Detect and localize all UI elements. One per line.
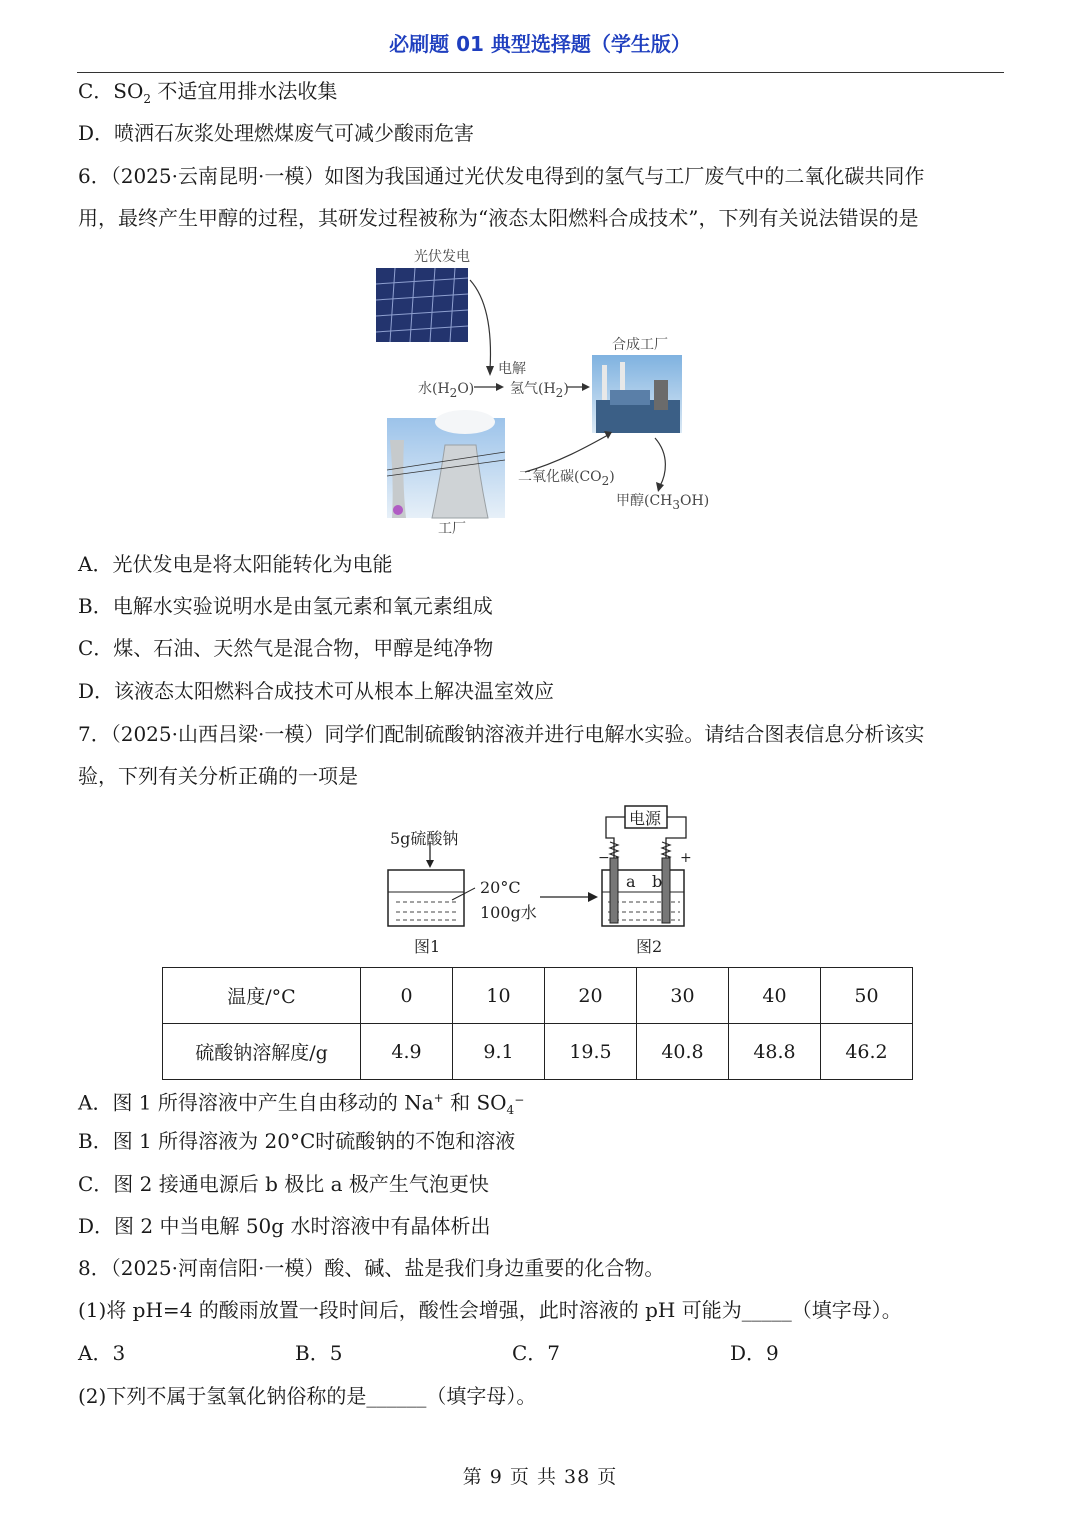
q7-option-b: B．图 1 所得溶液为 20°C时硫酸钠的不饱和溶液 bbox=[78, 1129, 516, 1153]
methanol-arrow bbox=[655, 438, 665, 486]
solute-label: 5g硫酸钠 bbox=[390, 829, 459, 848]
factory-label: 工厂 bbox=[438, 521, 466, 537]
table-header-temperature: 温度/°C bbox=[163, 968, 361, 1024]
q7-option-d: D．图 2 中当电解 50g 水时溶液中有晶体析出 bbox=[78, 1214, 491, 1238]
hydrogen-label-end: ) bbox=[563, 381, 569, 397]
hydrogen-label-text: 氢气(H bbox=[510, 381, 556, 397]
solar-panel-image bbox=[376, 268, 468, 342]
table-cell: 20 bbox=[545, 968, 637, 1024]
q7-option-a-so4-sub: 4 bbox=[506, 1102, 515, 1117]
solar-arrow-head bbox=[486, 366, 494, 376]
synthesis-plant-image bbox=[592, 355, 682, 433]
table-cell: 48.8 bbox=[729, 1024, 821, 1080]
table-cell: 9.1 bbox=[453, 1024, 545, 1080]
table-cell: 4.9 bbox=[361, 1024, 453, 1080]
q7-option-a-mid: 和 SO bbox=[443, 1090, 507, 1115]
hydrogen-label bbox=[510, 378, 569, 400]
q7-stem-line-1: 7．（2025·山西吕梁·一模）同学们配制硫酸钠溶液并进行电解水实验。请结合图表信息分析该实 bbox=[78, 722, 925, 746]
table-header-solubility: 硫酸钠溶解度/g bbox=[163, 1024, 361, 1080]
table-cell: 19.5 bbox=[545, 1024, 637, 1080]
q8-sub-question-2: (2)下列不属于氢氧化钠俗称的是______（填字母）。 bbox=[78, 1384, 537, 1408]
methanol-label-end: OH) bbox=[680, 493, 710, 509]
figure-1-caption: 图1 bbox=[414, 937, 441, 956]
q8-1-option-d: D．9 bbox=[730, 1341, 779, 1365]
q5-option-c bbox=[78, 77, 337, 113]
table-row-solubility bbox=[163, 1024, 913, 1080]
solute-arrow-head bbox=[426, 860, 434, 868]
water-label bbox=[418, 378, 474, 400]
q7-option-a bbox=[78, 1084, 524, 1124]
process-arrow-head bbox=[588, 892, 598, 902]
q5-option-d: D．喷洒石灰浆处理燃煤废气可减少酸雨危害 bbox=[78, 121, 475, 145]
q6-stem-line-1: 6．（2025·云南昆明·一模）如图为我国通过光伏发电得到的氢气与工厂废气中的二氧化碳共同作 bbox=[78, 164, 925, 188]
q6-option-c: C．煤、石油、天然气是混合物，甲醇是纯净物 bbox=[78, 636, 494, 660]
temperature-label: 20°C bbox=[480, 878, 521, 897]
q6-figure bbox=[370, 240, 715, 538]
q6-option-a: A．光伏发电是将太阳能转化为电能 bbox=[78, 552, 393, 576]
methanol-label-sub: 3 bbox=[672, 497, 681, 512]
q7-option-a-sulfate bbox=[506, 1092, 525, 1117]
table-cell: 46.2 bbox=[821, 1024, 913, 1080]
q6-option-b: B．电解水实验说明水是由氢元素和氧元素组成 bbox=[78, 594, 493, 618]
page-number-footer: 第 9 页 共 38 页 bbox=[462, 1466, 618, 1488]
co2-label bbox=[518, 466, 615, 488]
q7-stem-line-2: 验，下列有关分析正确的一项是 bbox=[78, 764, 358, 788]
water-label-text: 水(H bbox=[418, 381, 450, 397]
solar-label: 光伏发电 bbox=[414, 249, 470, 265]
table-cell: 40.8 bbox=[637, 1024, 729, 1080]
co2-label-text: 二氧化碳(CO bbox=[518, 469, 602, 485]
negative-sign: − bbox=[598, 850, 610, 866]
water-mass-label: 100g水 bbox=[480, 903, 537, 922]
q7-option-c: C．图 2 接通电源后 b 极比 a 极产生气泡更快 bbox=[78, 1172, 489, 1196]
q7-option-a-text: A．图 1 所得溶液中产生自由移动的 Na bbox=[78, 1090, 434, 1115]
table-cell: 50 bbox=[821, 968, 913, 1024]
water-label-sub: 2 bbox=[449, 385, 458, 400]
factory-image bbox=[387, 410, 505, 518]
figure-2-caption: 图2 bbox=[636, 937, 663, 956]
beaker-1 bbox=[388, 870, 464, 926]
q8-1-option-a: A．3 bbox=[78, 1341, 126, 1365]
electrode-b-label: b bbox=[652, 872, 663, 891]
q7-option-a-na-charge: + bbox=[433, 1091, 444, 1105]
co2-label-sub: 2 bbox=[601, 473, 610, 488]
plant-label: 合成工厂 bbox=[612, 337, 668, 353]
positive-sign: + bbox=[680, 850, 692, 866]
electrode-a-label: a bbox=[626, 872, 636, 891]
methanol-label-text: 甲醇(CH bbox=[616, 493, 673, 509]
table-cell: 40 bbox=[729, 968, 821, 1024]
table-cell: 0 bbox=[361, 968, 453, 1024]
page-header-title: 必刷题 01 典型选择题（学生版） bbox=[389, 32, 691, 56]
table-cell: 30 bbox=[637, 968, 729, 1024]
hydrogen-arrow-head bbox=[582, 383, 590, 391]
q6-option-d: D．该液态太阳燃料合成技术可从根本上解决温室效应 bbox=[78, 679, 555, 703]
q8-1-option-c: C．7 bbox=[512, 1341, 561, 1365]
q8-sub-question-1: (1)将 pH=4 的酸雨放置一段时间后，酸性会增强，此时溶液的 pH 可能为_____（填字母）。 bbox=[78, 1298, 902, 1322]
q5-option-c-text: C．SO bbox=[78, 79, 144, 103]
electrode-a bbox=[610, 858, 618, 923]
q8-1-option-b: B．5 bbox=[295, 1341, 343, 1365]
solar-arrow bbox=[470, 280, 490, 370]
table-row-temperature bbox=[163, 968, 913, 1024]
q8-stem: 8．（2025·河南信阳·一模）酸、碱、盐是我们身边重要的化合物。 bbox=[78, 1256, 665, 1280]
co2-arrow-head bbox=[604, 431, 612, 439]
electrode-b bbox=[662, 858, 670, 923]
q7-option-a-so4-charge: − bbox=[514, 1092, 525, 1107]
methanol-label bbox=[616, 490, 709, 512]
table-cell: 10 bbox=[453, 968, 545, 1024]
water-arrow-head bbox=[496, 383, 504, 391]
solubility-table bbox=[162, 967, 913, 1080]
electrolysis-label: 电解 bbox=[498, 361, 526, 377]
header-divider bbox=[77, 72, 1004, 73]
q7-figure bbox=[380, 800, 720, 960]
q5-option-c-subscript: 2 bbox=[143, 92, 152, 106]
q5-option-c-rest: 不适宜用排水法收集 bbox=[151, 79, 338, 103]
q6-stem-line-2: 用，最终产生甲醇的过程，其研发过程被称为“液态太阳燃料合成技术”，下列有关说法错误的是 bbox=[78, 206, 919, 230]
power-source-label: 电源 bbox=[629, 809, 662, 828]
hydrogen-label-sub: 2 bbox=[555, 385, 564, 400]
co2-label-end: ) bbox=[609, 469, 615, 485]
water-label-end: O) bbox=[457, 381, 475, 397]
